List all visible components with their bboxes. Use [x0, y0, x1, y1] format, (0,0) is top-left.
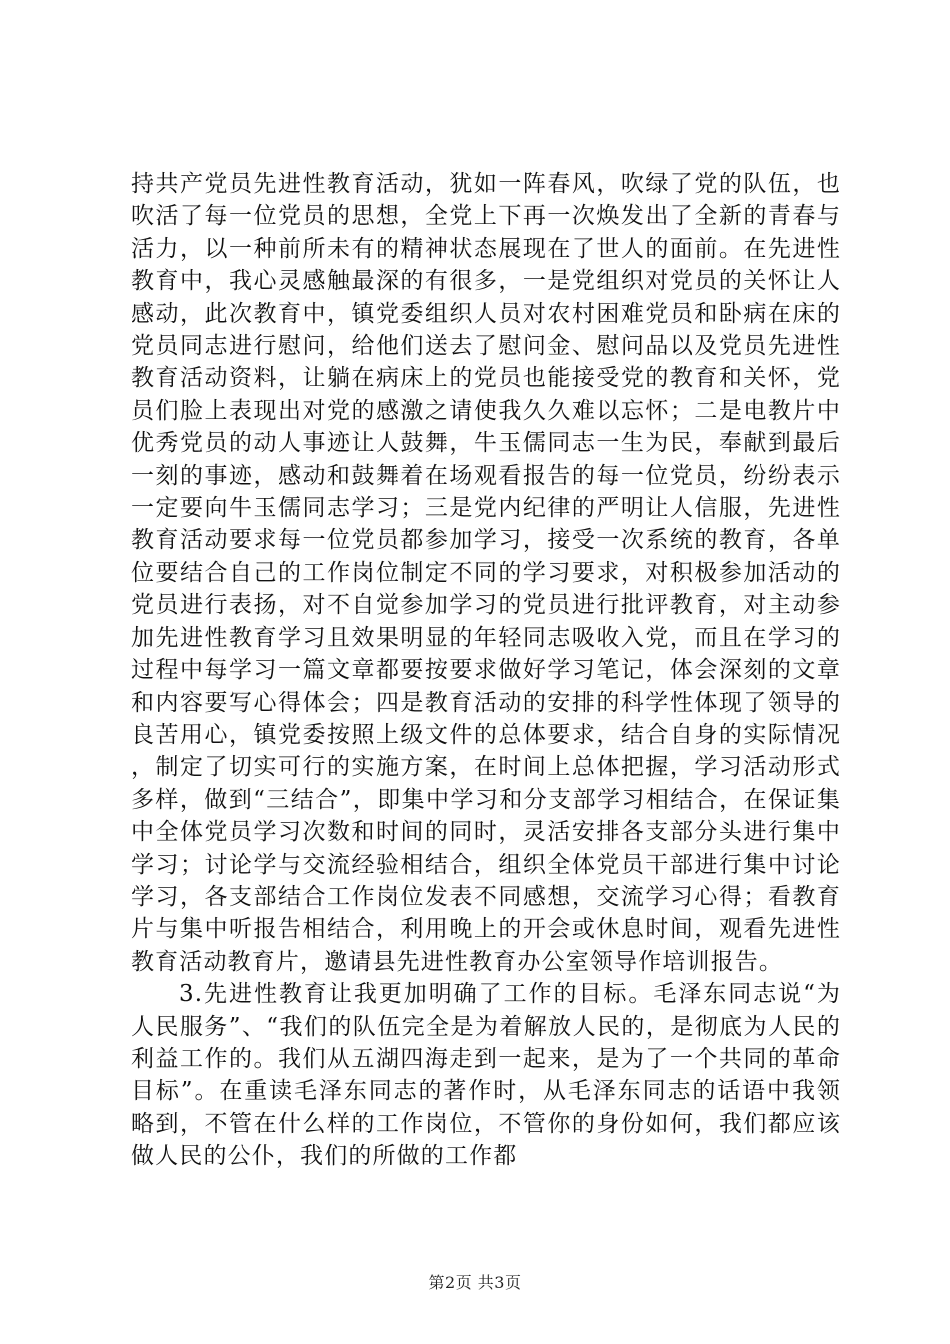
- paragraph-2: 3.先进性教育让我更加明确了工作的目标。毛泽东同志说“为人民服务”、“我们的队伍完全是为着解放人民的，是彻底为人民的利益工作的。我们从五湖四海走到一起来，是为了一个共同的革命目标”。在重读毛泽东同志的著作时，从毛泽东同志的话语中我领略到，不管在什么样的工作岗位，不管你的身份如何，我们都应该做人民的公仆，我们的所做的工作都: [131, 981, 841, 1170]
- paragraph-1: 持共产党员先进性教育活动，犹如一阵春风，吹绿了党的队伍，也吹活了每一位党员的思想，全党上下再一次焕发出了全新的青春与活力，以一种前所未有的精神状态展现在了世人的面前。在先进性教育中，我心灵感触最深的有很多，一是党组织对党员的关怀让人感动，此次教育中，镇党委组织人员对农村困难党员和卧病在床的党员同志进行慰问，给他们送去了慰问金、慰问品以及党员先进性教育活动资料，让躺在病床上的党员也能接受党的教育和关怀，党员们脸上表现出对党的感激之请使我久久难以忘怀；二是电教片中优秀党员的动人事迹让人鼓舞，牛玉儒同志一生为民，奉献到最后一刻的事迹，感动和鼓舞着在场观看报告的每一位党员，纷纷表示一定要向牛玉儒同志学习；三是党内纪律的严明让人信服，先进性教育活动要求每一位党员都参加学习，接受一次系统的教育，各单位要结合自己的工作岗位制定不同的学习要求，对积极参加活动的党员进行表扬，对不自觉参加学习的党员进行批评教育，对主动参加先进性教育学习且效果明显的年轻同志吸收入党，而且在学习的过程中每学习一篇文章都要按要求做好学习笔记，体会深刻的文章和内容要写心得体会；四是教育活动的安排的科学性体现了领导的良苦用心，镇党委按照上级文件的总体要求，结合自身的实际情况，制定了切实可行的实施方案，在时间上总体把握，学习活动形式多样，做到“三结合”，即集中学习和分支部学习相结合，在保证集中全体党员学习次数和时间的同时，灵活安排各支部分头进行集中学习；讨论学与交流经验相结合，组织全体党员干部进行集中讨论学习，各支部结合工作岗位发表不同感想，交流学习心得；看教育片与集中听报告相结合，利用晚上的开会或休息时间，观看先进性教育活动教育片，邀请县先进性教育办公室领导作培训报告。: [131, 171, 841, 975]
- page-footer: 第2页 共3页: [428, 1273, 522, 1292]
- document-body: [131, 168, 841, 1173]
